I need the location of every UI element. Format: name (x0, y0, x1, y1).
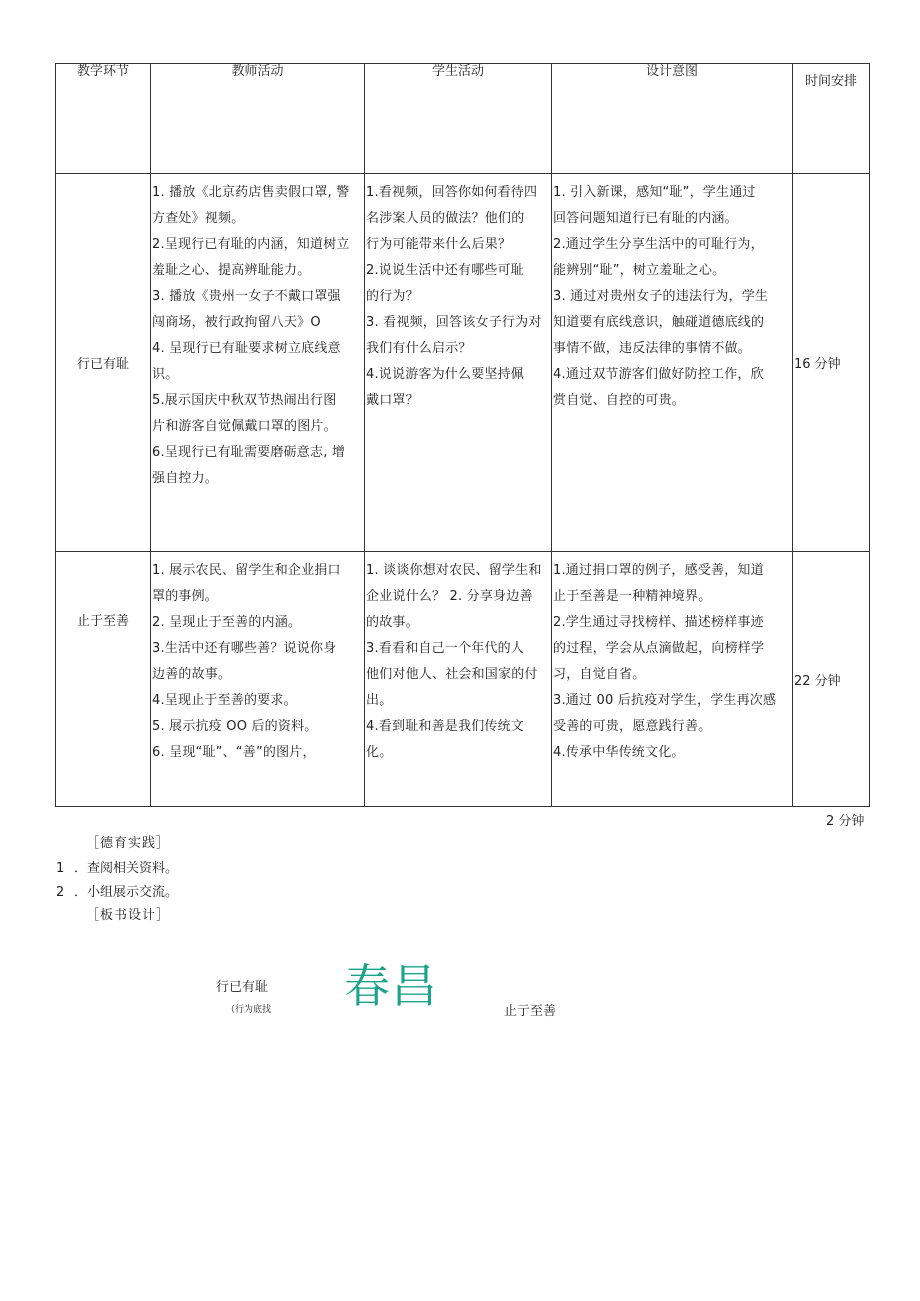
list-text: ．查阅相关资料。 (74, 861, 179, 876)
list-item: 企业说什么？ 2. 分享身边善 (366, 589, 533, 604)
header-design-intent: 设计意图 (552, 64, 793, 174)
header-teacher-activity: 教师活动 (151, 64, 365, 174)
list-item: 知道要有底线意识，触碰道德底线的 (553, 315, 765, 330)
design-intent-cell (552, 174, 793, 552)
header-stage: 教学环节 (56, 64, 151, 174)
list-item: 1. 展示农民、留学生和企业捐口 (152, 563, 341, 578)
list-item: 事情不做，违反法律的事情不做。 (553, 341, 752, 356)
list-item: 化。 (366, 745, 393, 760)
list-item: 4.呈现止于至善的要求。 (152, 693, 297, 708)
list-item: 2.学生通过寻找榜样、描述榜样事迹 (553, 615, 764, 630)
header-student-activity: 学生活动 (365, 64, 552, 174)
list-item: 6. 呈现“耻”、“善”的图片， (152, 745, 316, 760)
board-left-subheading: （行为底找 (226, 1005, 272, 1015)
list-item: 5.展示国庆中秋双节热闹出行图 (152, 393, 337, 408)
list-item: 6.呈现行已有耻需要磨砺意志, 增 (152, 445, 346, 460)
list-item: 3.生活中还有哪些善？说说你身 (152, 641, 337, 656)
design-intent-list (552, 552, 792, 766)
list-item: 片和游客自觉佩戴口罩的图片。 (152, 419, 337, 434)
list-item: 受善的可贵，愿意践行善。 (553, 719, 712, 734)
list-item: 方查处》视频。 (152, 211, 245, 226)
practice-item-2 (56, 881, 178, 900)
teacher-activity-cell (151, 174, 365, 552)
list-item: 3.通过 00 后抗疫对学生，学生再次感 (553, 693, 777, 708)
practice-item-1 (56, 857, 178, 876)
list-item: 出。 (366, 693, 393, 708)
list-item: 行为可能带来什么后果？ (366, 237, 512, 252)
list-item: 2.说说生活中还有哪些可耻 (366, 263, 525, 278)
list-item: 止于至善是一种精神境界。 (553, 589, 712, 604)
list-item: 1.通过捐口罩的例子，感受善，知道 (553, 563, 764, 578)
board-design-title: ［板书设计］ (86, 908, 171, 923)
board-center-logo: 春昌 (344, 959, 438, 1013)
student-activity-cell (365, 552, 552, 807)
list-item: 名涉案人员的做法？他们的 (366, 211, 525, 226)
list-item: 习，自觉自省。 (553, 667, 646, 682)
list-item: 强自控力。 (152, 471, 219, 486)
list-item: 能辨别“耻”，树立羞耻之心。 (553, 263, 726, 278)
list-item: 4.看到耻和善是我们传统文 (366, 719, 525, 734)
board-right-heading: 止亍至善 (504, 1004, 557, 1019)
list-item: 4. 呈现行已有耻要求树立底线意 (152, 341, 341, 356)
stage-name: 止于至善 (56, 552, 151, 807)
extra-time-note: 2 分钟 (826, 814, 865, 829)
list-item: 1. 引入新课，感知“耻”，学生通过 (553, 185, 756, 200)
list-text: ．小组展示交流。 (74, 885, 179, 900)
teacher-activity-list (151, 552, 364, 766)
list-item: 的故事。 (366, 615, 419, 630)
board-left-heading: 行已有耻 (216, 980, 269, 995)
list-item: 3. 通过对贵州女子的违法行为，学生 (553, 289, 769, 304)
design-intent-list (552, 174, 792, 414)
list-item: 4.传承中华传统文化。 (553, 745, 685, 760)
list-item: 2.呈现行已有耻的内涵，知道树立 (152, 237, 350, 252)
list-item: 赏自觉、自控的可贵。 (553, 393, 686, 408)
list-item: 识。 (152, 367, 179, 382)
list-item: 3. 播放《贵州一女子不戴口罩强 (152, 289, 341, 304)
list-item: 3. 看视频，回答该女子行为对 (366, 315, 542, 330)
list-item: 我们有什么启示？ (366, 341, 472, 356)
list-item: 罩的事例。 (152, 589, 219, 604)
stage-name: 行已有耻 (56, 174, 151, 552)
list-number: 1 (56, 861, 65, 876)
list-item: 4.通过双节游客们做好防控工作，欣 (553, 367, 764, 382)
list-item: 戴口罩？ (366, 393, 419, 408)
table-row-stage-2 (56, 552, 870, 807)
list-number: 2 (56, 885, 65, 900)
design-intent-cell (552, 552, 793, 807)
table-header-row (56, 64, 870, 174)
practice-title: ［德育实践］ (86, 836, 171, 851)
list-item: 他们对他人、社会和国家的付 (366, 667, 538, 682)
lesson-plan-table (55, 63, 870, 807)
time-cell: 16 分钟 (793, 174, 870, 552)
list-item: 1.看视频，回答你如何看待四 (366, 185, 538, 200)
list-item: 回答问题知道行已有耻的内涵。 (553, 211, 738, 226)
list-item: 1. 谈谈你想对农民、留学生和 (366, 563, 542, 578)
list-item: 的行为？ (366, 289, 419, 304)
list-item: 3.看看和自己一个年代的人 (366, 641, 525, 656)
list-item: 闯商场，被行政拘留八天》O (152, 315, 321, 330)
student-activity-cell (365, 174, 552, 552)
list-item: 的过程，学会从点滴做起，向榜样学 (553, 641, 765, 656)
list-item: 羞耻之心、提高辨耻能力。 (152, 263, 311, 278)
teacher-activity-cell (151, 552, 365, 807)
list-item: 2.通过学生分享生活中的可耻行为， (553, 237, 764, 252)
student-activity-list (365, 174, 551, 414)
list-item: 1. 播放《北京药店售卖假口罩, 警 (152, 185, 350, 200)
table-row-stage-1 (56, 174, 870, 552)
teacher-activity-list (151, 174, 364, 492)
student-activity-list (365, 552, 551, 766)
time-cell: 22 分钟 (793, 552, 870, 807)
list-item: 4.说说游客为什么要坚持佩 (366, 367, 525, 382)
list-item: 5. 展示抗疫 OO 后的资料。 (152, 719, 318, 734)
list-item: 边善的故事。 (152, 667, 232, 682)
list-item: 2. 呈现止于至善的内涵。 (152, 615, 302, 630)
header-time: 时间安排 (793, 64, 870, 174)
